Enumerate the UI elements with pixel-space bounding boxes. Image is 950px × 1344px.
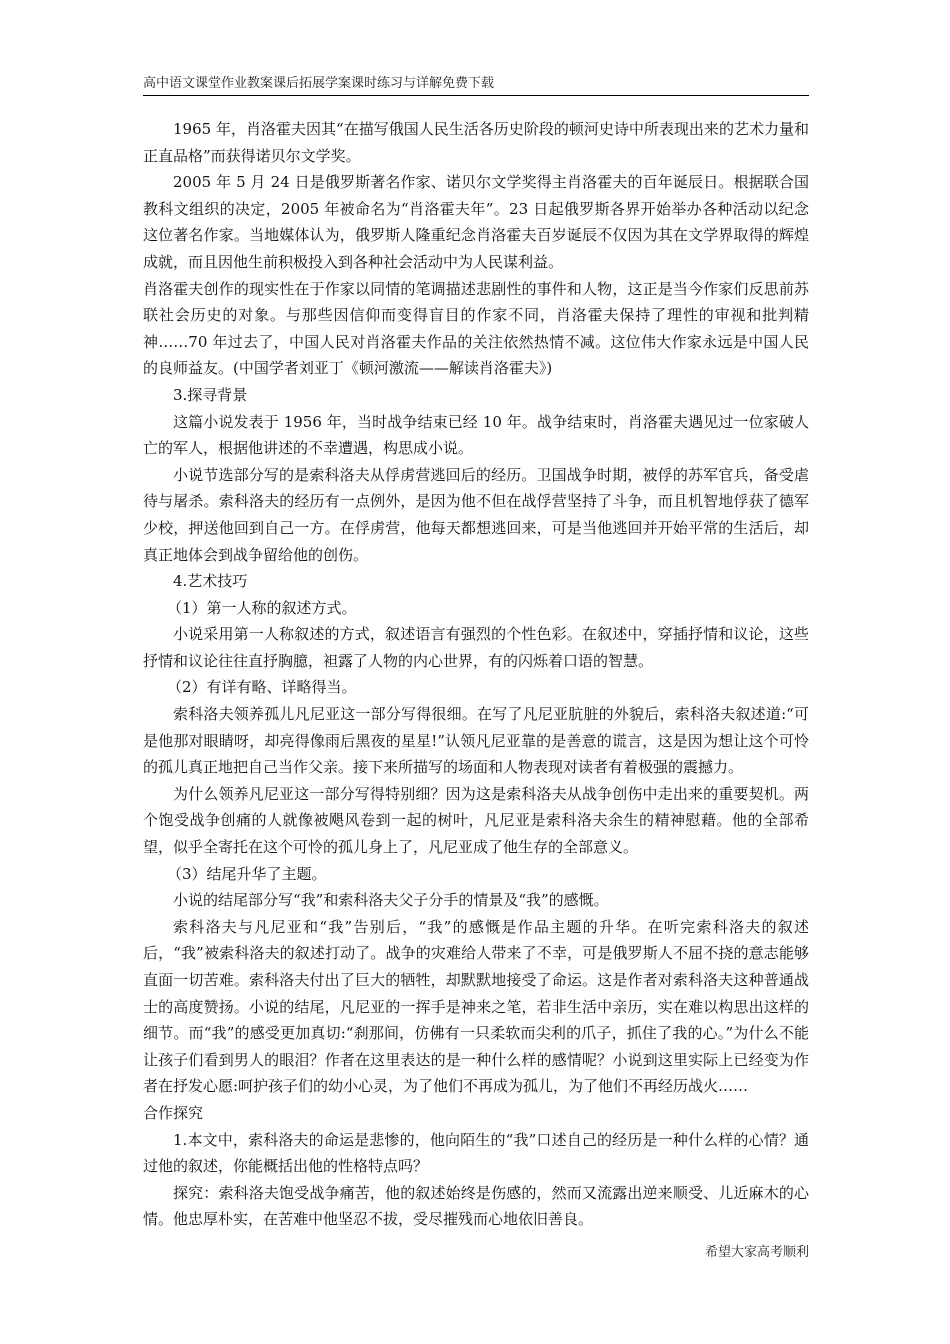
paragraph-centenary: 2005 年 5 月 24 日是俄罗斯著名作家、诺贝尔文学奖得主肖洛霍夫的百年诞辰日。根据联合国教科文组织的决定，2005 年被命名为“肖洛霍夫年”。23 日起俄罗斯各界开始举办各种活动以纪念这位著名作家。当地媒体认为，俄罗斯人隆重纪念肖洛霍夫百岁诞辰不仅因为其在文学界取得的辉煌成就，而且因他生前积极投入到各种社会活动中为人民谋利益。 [143, 173, 809, 271]
subheading-detail: （2）有详有略、详略得当。 [167, 678, 357, 697]
answer-1: 探究：索科洛夫饱受战争痛苦，他的叙述始终是伤感的，然而又流露出逆来顺受、儿近麻木的心情。他忠厚朴实，在苦难中他坚忍不拔，受尽摧残而心地依旧善良。 [143, 1183, 809, 1229]
subheading-ending: （3）结尾升华了主题。 [167, 864, 327, 883]
document-body [143, 116, 809, 1233]
section-heading-technique: 4.艺术技巧 [173, 572, 248, 591]
paragraph-ending-1: 小说的结尾部分写“我”和索科洛夫父子分手的情景及“我”的感慨。 [173, 891, 609, 910]
paragraph-background-1: 这篇小说发表于 1956 年，当时战争结束已经 10 年。战争结束时，肖洛霍夫遇见过一位家破人亡的军人，根据他讲述的不幸遭遇，构思成小说。 [143, 412, 809, 458]
page-header: 高中语文课堂作业教案课后拓展学案课时练习与详解免费下载 [143, 76, 809, 96]
paragraph-nobel: 1965 年，肖洛霍夫因其“在描写俄国人民生活各历史阶段的顿河史诗中所表现出来的艺术力量和正直品格”而获得诺贝尔文学奖。 [143, 120, 809, 165]
subheading-first-person: （1）第一人称的叙述方式。 [167, 598, 357, 617]
paragraph-detail-2: 为什么领养凡尼亚这一部分写得特别细？因为这是索科洛夫从战争创伤中走出来的重要契机。两个饱受战争创痛的人就像被飓风卷到一起的树叶，凡尼亚是索科洛夫余生的精神慰藉。他的全部希望，似乎全寄托在这个可怜的孤儿身上了，凡尼亚成了他生存的全部意义。 [143, 784, 809, 857]
page-footer: 希望大家高考顺利 [704, 1245, 809, 1260]
section-heading-cooperation: 合作探究 [143, 1103, 204, 1122]
paragraph-background-2: 小说节选部分写的是索科洛夫从俘虏营逃回后的经历。卫国战争时期，被俘的苏军官兵，备受虐待与屠杀。索科洛夫的经历有一点例外，是因为他不但在战俘营坚持了斗争，而且机智地俘获了德军少校，押送他回到自己一方。在俘虏营，他每天都想逃回来，可是当他逃回并开始平常的生活后，却真正地体会到战争留给他的创伤。 [143, 465, 809, 564]
paragraph-realism: 肖洛霍夫创作的现实性在于作家以同情的笔调描述悲剧性的事件和人物，这正是当今作家们反思前苏联社会历史的对象。与那些因信仰而变得盲目的作家不同，肖洛霍夫保持了理性的审视和批判精神……70 年过去了，中国人民对肖洛霍夫作品的关注依然热情不减。这位伟大作家永远是中国人民的良师益友。(中国学者刘亚丁《顿河激流——解读肖洛霍夫》) [143, 279, 809, 378]
section-heading-background: 3.探寻背景 [173, 385, 248, 404]
paragraph-first-person: 小说采用第一人称叙述的方式，叙述语言有强烈的个性色彩。在叙述中，穿插抒情和议论，这些抒情和议论往往直抒胸臆，袒露了人物的内心世界，有的闪烁着口语的智慧。 [143, 625, 809, 670]
question-1: 1.本文中，索科洛夫的命运是悲惨的，他向陌生的“我”口述自己的经历是一种什么样的心情？通过他的叙述，你能概括出他的性格特点吗？ [143, 1130, 809, 1176]
paragraph-ending-2: 索科洛夫与凡尼亚和“我”告别后，“我”的感慨是作品主题的升华。在听完索科洛夫的叙述后，“我”被索科洛夫的叙述打动了。战争的灾难给人带来了不幸，可是俄罗斯人不屈不挠的意志能够直面一切苦难。索科洛夫付出了巨大的牺牲，却默默地接受了命运。这是作者对索科洛夫这种普通战士的高度赞扬。小说的结尾，凡尼亚的一挥手是神来之笔，若非生活中亲历，实在难以构思出这样的细节。而“我”的感受更加真切:“刹那间，仿佛有一只柔软而尖利的爪子，抓住了我的心。”为什么不能让孩子们看到男人的眼泪？作者在这里表达的是一种什么样的感情呢？小说到这里实际上已经变为作者在抒发心愿:呵护孩子们的幼小心灵，为了他们不再成为孤儿，为了他们不再经历战火…… [143, 917, 809, 1096]
paragraph-detail-1: 索科洛夫领养孤儿凡尼亚这一部分写得很细。在写了凡尼亚肮脏的外貌后，索科洛夫叙述道:“可是他那对眼睛呀，却亮得像雨后黑夜的星星!”认领凡尼亚靠的是善意的谎言，这是因为想让这个可怜的孤儿真正地把自己当作父亲。接下来所描写的场面和人物表现对读者有着极强的震撼力。 [143, 705, 809, 777]
